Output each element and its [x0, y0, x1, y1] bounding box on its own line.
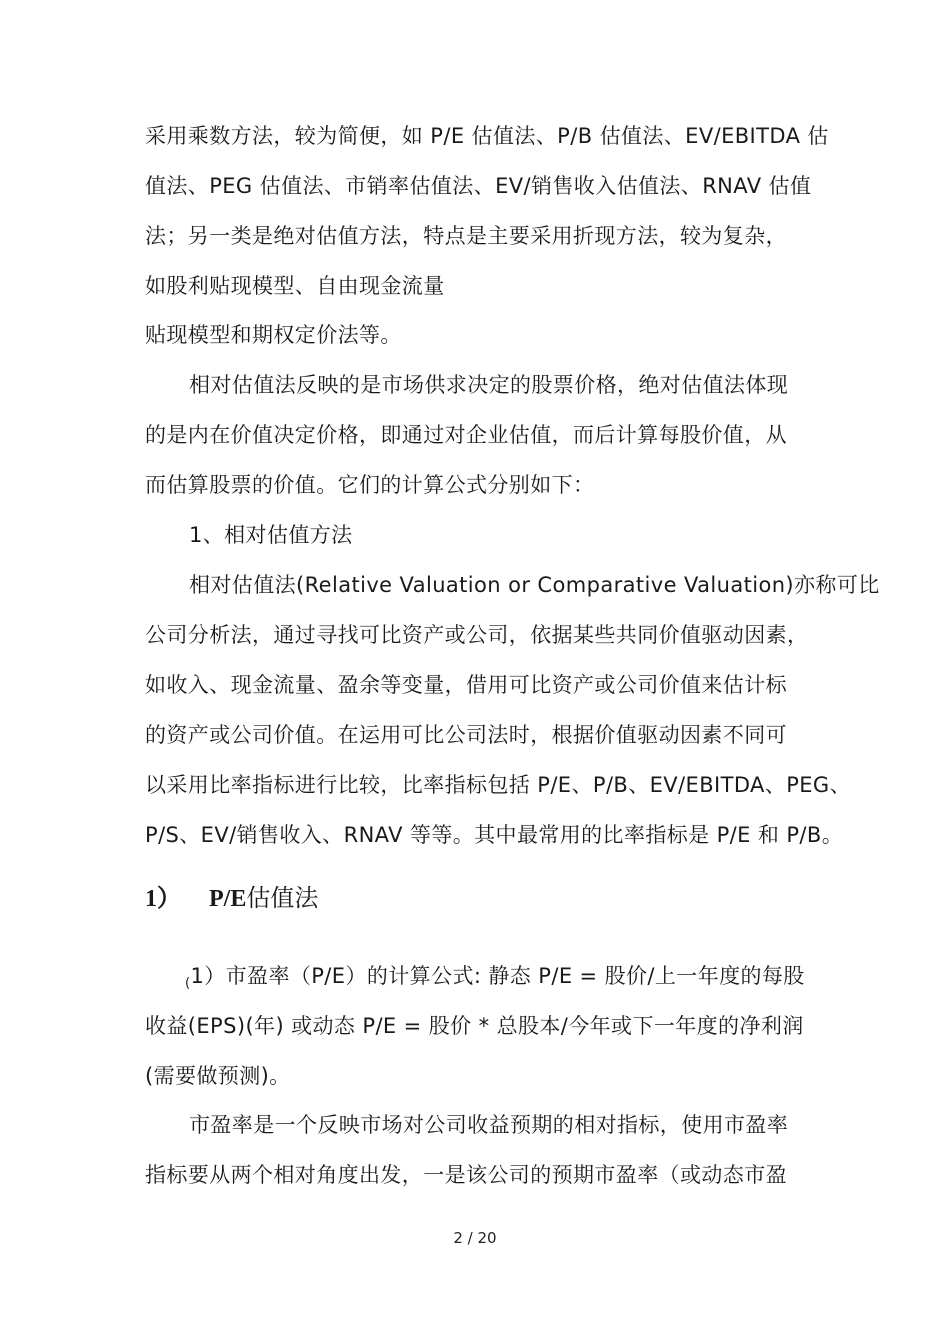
heading-text: 估值法 — [246, 886, 319, 912]
page-number: 2 / 20 — [453, 1229, 497, 1247]
paragraph-line: 值法、PEG 估值法、市销率估值法、EV/销售收入估值法、RNAV 估值 — [145, 174, 812, 198]
section-heading — [145, 883, 318, 915]
paragraph-line: 的资产或公司价值。在运用可比公司法时，根据价值驱动因素不同可 — [145, 723, 787, 747]
formula-paren: ( — [185, 976, 191, 991]
heading-pe: P/E — [209, 886, 247, 912]
heading-number: 1） — [145, 886, 181, 912]
formula-text: 1）市盈率（P/E）的计算公式: 静态 P/E = 股价/上一年度的每股 — [190, 964, 805, 988]
paragraph-line: 而估算股票的价值。它们的计算公式分别如下： — [145, 473, 595, 497]
paragraph-line: 相对估值法(Relative Valuation or Comparative Valuation)亦称可比 — [189, 573, 880, 597]
paragraph-line: 公司分析法，通过寻找可比资产或公司，依据某些共同价值驱动因素， — [145, 623, 809, 647]
paragraph-line: 的是内在价值决定价格，即通过对企业估值，而后计算每股价值，从 — [145, 423, 787, 447]
formula-line — [185, 961, 805, 999]
paragraph-line: 市盈率是一个反映市场对公司收益预期的相对指标，使用市盈率 — [189, 1113, 789, 1137]
paragraph-line: P/S、EV/销售收入、RNAV 等等。其中最常用的比率指标是 P/E 和 P/B。 — [145, 823, 844, 847]
paragraph-line: 相对估值法反映的是市场供求决定的股票价格，绝对估值法体现 — [189, 373, 789, 397]
paragraph-line: 采用乘数方法，较为简便，如 P/E 估值法、P/B 估值法、EV/EBITDA 估 — [145, 124, 829, 148]
paragraph-line: 法；另一类是绝对估值方法，特点是主要采用折现方法，较为复杂， — [145, 224, 787, 248]
paragraph-line: 如收入、现金流量、盈余等变量，借用可比资产或公司价值来估计标 — [145, 673, 787, 697]
paragraph-line: 以采用比率指标进行比较，比率指标包括 P/E、P/B、EV/EBITDA、PEG、 — [145, 773, 852, 797]
section-title: 1、相对估值方法 — [189, 523, 353, 547]
paragraph-line: 指标要从两个相对角度出发，一是该公司的预期市盈率（或动态市盈 — [145, 1163, 787, 1187]
paragraph-line: 贴现模型和期权定价法等。 — [145, 323, 402, 347]
paragraph-line: (需要做预测)。 — [145, 1064, 291, 1088]
paragraph-line: 如股利贴现模型、自由现金流量 — [145, 274, 445, 298]
paragraph-line: 收益(EPS)(年) 或动态 P/E = 股价 * 总股本/今年或下一年度的净利润 — [145, 1014, 804, 1038]
